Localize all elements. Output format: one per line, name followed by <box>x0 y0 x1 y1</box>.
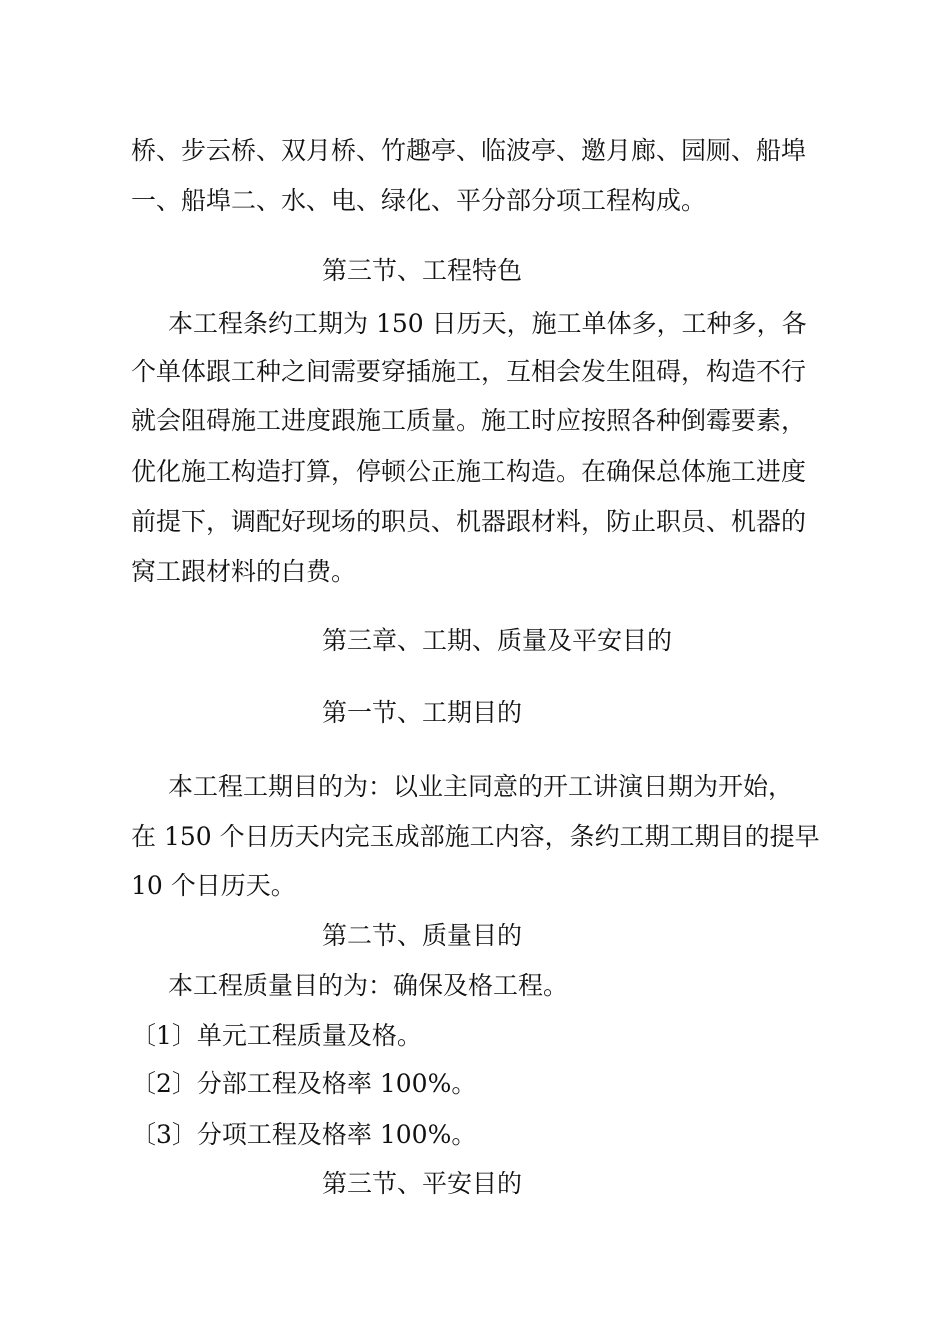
features-line-2: 个单体跟工种之间需要穿插施工，互相会发生阻碍，构造不行 <box>131 357 807 386</box>
features-line-1: 本工程条约工期为 150 日历天，施工单体多，工种多，各 <box>168 309 807 338</box>
intro-line-1: 桥、步云桥、双月桥、竹趣亭、临波亭、邀月廊、园厕、船埠 <box>131 136 807 165</box>
schedule-line-1: 本工程工期目的为：以业主同意的开工讲演日期为开始， <box>168 772 794 801</box>
quality-lead: 本工程质量目的为：确保及格工程。 <box>168 971 569 1000</box>
intro-line-2: 一、船埠二、水、电、绿化、平分部分项工程构成。 <box>131 186 707 215</box>
section-heading-features: 第三节、工程特色 <box>322 256 523 285</box>
quality-item-1: 〔1〕单元工程质量及格。 <box>131 1021 422 1050</box>
features-line-3: 就会阻碍施工进度跟施工质量。施工时应按照各种倒霉要素， <box>131 406 807 435</box>
section-heading-quality: 第二节、质量目的 <box>322 921 523 950</box>
features-line-6: 窝工跟材料的白费。 <box>131 557 357 586</box>
chapter-heading-three: 第三章、工期、质量及平安目的 <box>322 626 673 655</box>
quality-item-3: 〔3〕分项工程及格率 100%。 <box>131 1120 477 1149</box>
section-heading-schedule: 第一节、工期目的 <box>322 698 523 727</box>
schedule-line-2: 在 150 个日历天内完玉成部施工内容，条约工期工期目的提早 <box>131 822 820 851</box>
features-line-5: 前提下，调配好现场的职员、机器跟材料，防止职员、机器的 <box>131 507 807 536</box>
schedule-line-3: 10 个日历天。 <box>131 871 296 900</box>
section-heading-safety: 第三节、平安目的 <box>322 1169 523 1198</box>
features-line-4: 优化施工构造打算，停顿公正施工构造。在确保总体施工进度 <box>131 457 807 486</box>
quality-item-2: 〔2〕分部工程及格率 100%。 <box>131 1069 477 1098</box>
